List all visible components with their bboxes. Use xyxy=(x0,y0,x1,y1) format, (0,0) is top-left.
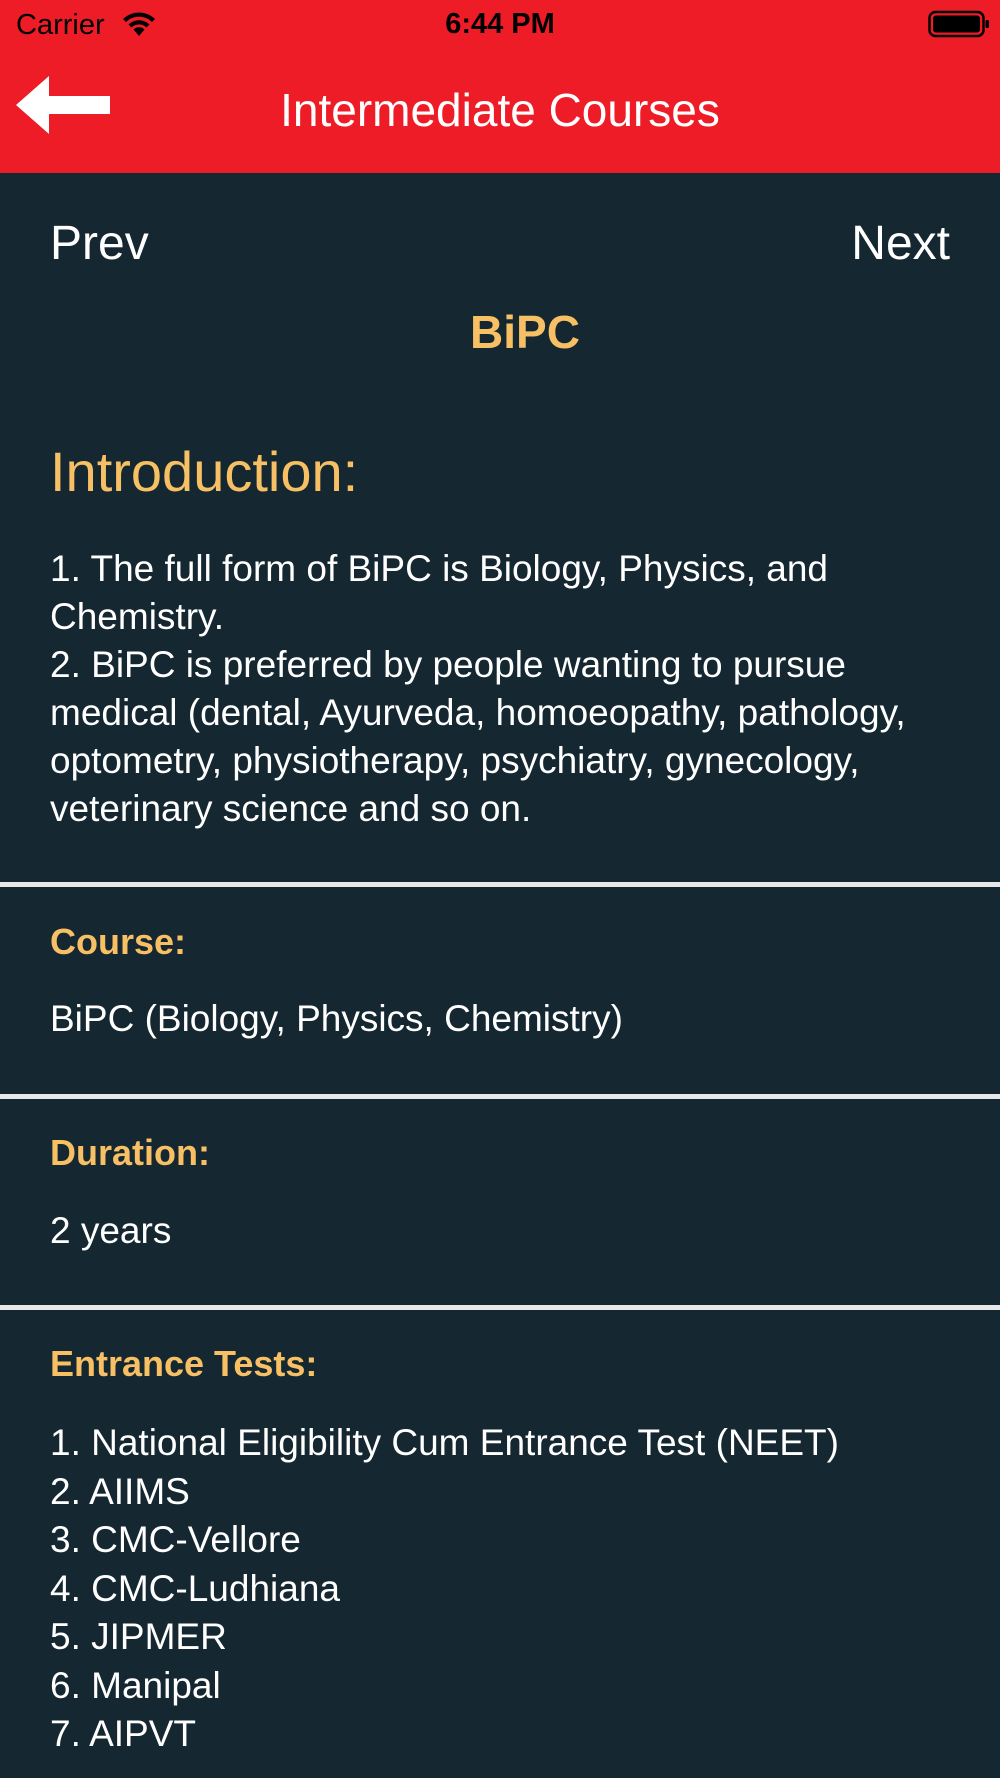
status-bar xyxy=(0,0,1000,50)
divider xyxy=(0,882,1000,887)
entrance-tests-label: Entrance Tests: xyxy=(50,1343,318,1384)
status-time: 6:44 PM xyxy=(445,8,555,40)
nav-bar xyxy=(0,50,1000,173)
duration-value: 2 years xyxy=(50,1210,172,1251)
divider xyxy=(0,1305,1000,1310)
battery-full-icon xyxy=(928,10,990,38)
nav-title: Intermediate Courses xyxy=(280,84,720,136)
course-value: BiPC (Biology, Physics, Chemistry) xyxy=(50,998,623,1039)
carrier-label: Carrier xyxy=(16,9,105,41)
course-title: BiPC xyxy=(470,306,580,358)
entrance-tests-list xyxy=(50,1419,970,1759)
course-label: Course: xyxy=(50,921,187,962)
list-item: 1. National Eligibility Cum Entrance Test (NEET) xyxy=(50,1422,839,1463)
introduction-text: 1. The full form of BiPC is Biology, Physics, and Chemistry. 2. BiPC is preferred by people wanting to pursue medical (dental, Ayurveda, homoeopathy, pathology, optometry, physiotherapy, psychiatry, gynecology, veterinary science and so on. xyxy=(50,548,906,829)
list-item: 7. AIPVT xyxy=(50,1713,197,1754)
duration-label: Duration: xyxy=(50,1132,210,1173)
list-item: 2. AIIMS xyxy=(50,1470,190,1512)
prev-button[interactable]: Prev xyxy=(50,217,149,270)
list-item: 3. CMC-Vellore xyxy=(50,1519,301,1560)
divider xyxy=(0,1094,1000,1099)
list-item: 6. Manipal xyxy=(50,1664,221,1706)
header xyxy=(0,0,1000,173)
list-item: 5. JIPMER xyxy=(50,1616,227,1657)
next-button[interactable]: Next xyxy=(851,217,950,270)
list-item: 4. CMC-Ludhiana xyxy=(50,1567,340,1609)
introduction-heading: Introduction: xyxy=(50,440,359,503)
